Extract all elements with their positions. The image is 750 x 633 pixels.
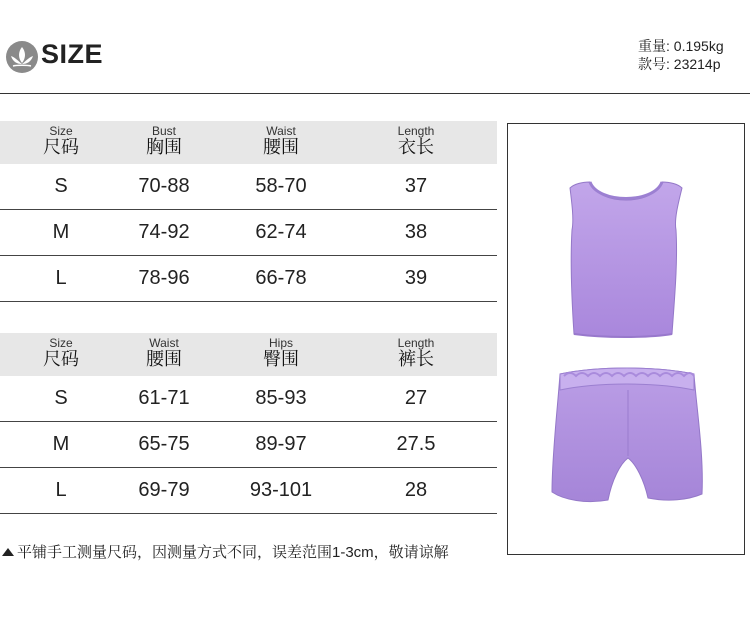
waist-cell: 69-79 xyxy=(138,479,190,501)
table-row xyxy=(0,422,497,468)
table-header-row xyxy=(0,333,497,376)
table-row xyxy=(0,164,497,210)
waist-cell: 58-70 xyxy=(255,175,307,197)
size-cell: L xyxy=(55,267,67,289)
weight-text: 重量: 0.195kg xyxy=(638,38,724,54)
waist-cell: 62-74 xyxy=(255,221,307,243)
size-title: SIZE xyxy=(41,39,104,69)
header-cell-size: Size 尺码 xyxy=(43,124,79,157)
bust-cell: 70-88 xyxy=(138,175,190,197)
hips-cell: 89-97 xyxy=(255,433,307,455)
size-cell: S xyxy=(54,387,68,409)
table-header-row xyxy=(0,121,497,164)
top-size-table xyxy=(0,121,497,302)
shorts-shape xyxy=(552,368,702,502)
model-number-text: 款号: 23214p xyxy=(638,56,721,72)
header-cell-length: Length 衣长 xyxy=(397,124,435,157)
measurement-note: 平铺手工测量尺码，因测量方式不同，误差范围1-3cm，敬请谅解 xyxy=(2,541,449,562)
bust-cell: 78-96 xyxy=(138,267,190,289)
length-cell: 37 xyxy=(404,175,428,197)
product-meta xyxy=(638,37,724,73)
length-cell: 38 xyxy=(404,221,428,243)
bust-cell: 74-92 xyxy=(138,221,190,243)
table-row xyxy=(0,468,497,514)
table-row xyxy=(0,256,497,302)
size-cell: M xyxy=(52,433,70,455)
header-divider xyxy=(0,93,750,94)
size-cell: L xyxy=(55,479,67,501)
waist-cell: 61-71 xyxy=(138,387,190,409)
tank-top-shape xyxy=(570,182,682,337)
hips-cell: 93-101 xyxy=(249,479,313,501)
table-row xyxy=(0,210,497,256)
header-cell-size: Size 尺码 xyxy=(43,336,79,369)
length-cell: 28 xyxy=(404,479,428,501)
header-cell-length: Length 裤长 xyxy=(397,336,435,369)
shorts-size-table xyxy=(0,333,497,514)
product-photo xyxy=(507,123,745,555)
size-cell: S xyxy=(54,175,68,197)
length-cell: 39 xyxy=(404,267,428,289)
header-cell-waist: Waist 腰围 xyxy=(146,336,182,369)
triangle-icon xyxy=(2,548,14,556)
table-row xyxy=(0,376,497,422)
length-cell: 27 xyxy=(404,387,428,409)
header-cell-hips: Hips 臀围 xyxy=(263,336,299,369)
hips-cell: 85-93 xyxy=(255,387,307,409)
length-cell: 27.5 xyxy=(396,433,436,455)
garment-illustration xyxy=(508,124,744,554)
header-cell-bust: Bust 胸围 xyxy=(146,124,182,157)
waist-cell: 65-75 xyxy=(138,433,190,455)
lotus-logo-icon xyxy=(5,40,39,74)
waist-cell: 66-78 xyxy=(255,267,307,289)
header-cell-waist: Waist 腰围 xyxy=(263,124,299,157)
size-cell: M xyxy=(52,221,70,243)
